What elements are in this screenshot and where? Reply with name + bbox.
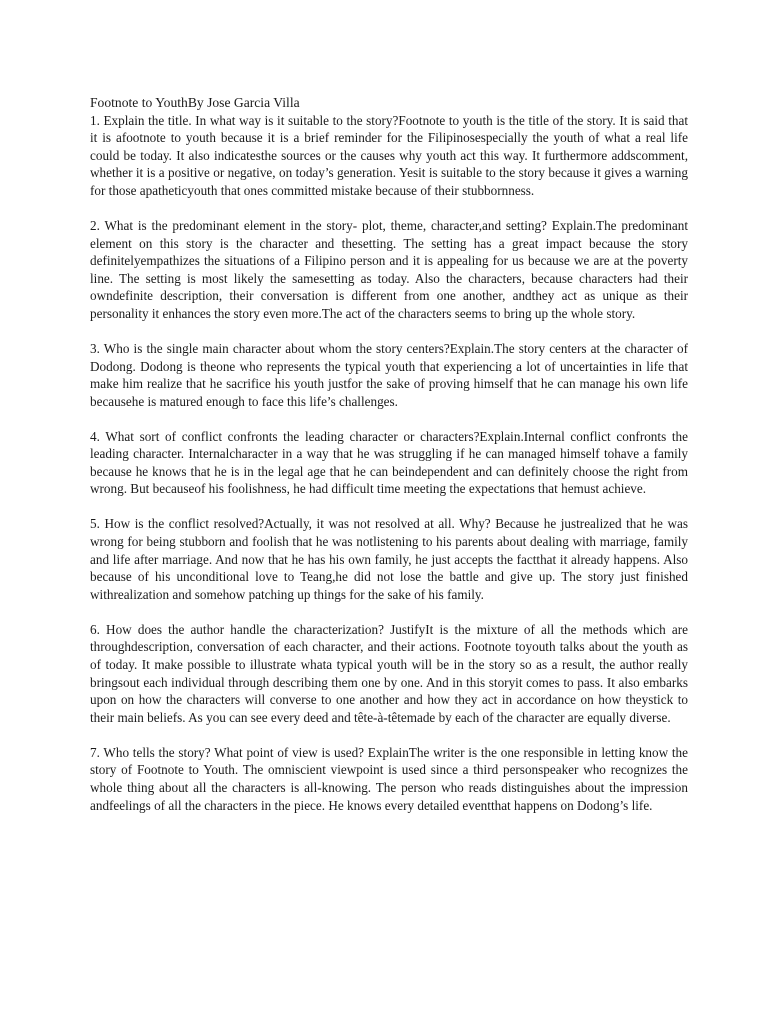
paragraph-question-2: 2. What is the predominant element in the story- plot, theme, character,and setting? Explain.The predominant element on this story is the character and thesetting. The setting has a great impact because the story definitelyempathizes the situations of a Filipino person and it is appealing for us because we are at the poverty line. The setting is most likely the samesetting as today. Also the characters, because characters had their owndefinite description, their conversation is different from one another, andthey act as unique as their personality it enhances the story even more.The act of the characters seems to bring up the whole story.	[90, 217, 688, 321]
paragraph-question-7: 7. Who tells the story? What point of view is used? ExplainThe writer is the one responsible in letting know the story of Footnote to Youth. The omniscient viewpoint is used since a third personspeaker who recognizes the whole thing about all the characters is all-knowing. The person who reads distinguishes about the impression andfeelings of all the characters in the piece. He knows every detailed eventthat happens on Dodong’s life.	[90, 744, 688, 813]
paragraph-question-3: 3. Who is the single main character about whom the story centers?Explain.The story centers at the character of Dodong. Dodong is theone who represents the typical youth that experiencing a lot of uncertainties in life that make him realize that he sacrifice his youth justfor the sake of proving himself that he can manage his own life becausehe is matured enough to face this life’s challenges.	[90, 340, 688, 409]
paragraph-question-4: 4. What sort of conflict confronts the leading character or characters?Explain.Internal conflict confronts the leading character. Internalcharacter in a way that he was struggling if he can managed himself tohave a family because he knows that he is in the legal age that he can beindependent and can definitely choose the right from wrong. But becauseof his foolishness, he had difficult time meeting the expectations that hemust achieve.	[90, 428, 688, 497]
document-title: Footnote to YouthBy Jose Garcia Villa	[90, 95, 300, 110]
document-page	[90, 94, 688, 832]
paragraph-question-5: 5. How is the conflict resolved?Actually, it was not resolved at all. Why? Because he justrealized that he was wrong for being stubborn and foolish that he was notlistening to his parents about dealing with marriage, family and life after marriage. And now that he has his own family, he just accepts the factthat it already happens. Also because of his unconditional love to Teang,he did not lose the battle and give up. The story just finished withrealization and somehow patching up things for the sake of his family.	[90, 516, 688, 602]
paragraph-question-1: 1. Explain the title. In what way is it suitable to the story?Footnote to youth is the title of the story. It is said that it is afootnote to youth because it is a brief reminder for the Filipinosespecially the youth of what a real life could be today. It also indicatesthe sources or the causes why youth act this way. It furthermore addscomment, whether it is a positive or negative, on today’s generation. Yesit is suitable to the story because it gives a warning for those apatheticyouth that ones committed mistake because of their stubbornness.	[90, 112, 688, 198]
paragraph-question-6: 6. How does the author handle the characterization? JustifyIt is the mixture of all the methods which are throughdescription, conversation of each character, and their actions. Footnote toyouth talks about the youth as of today. It make possible to illustrate whata typical youth will be in the story so as a result, the author really bringsout each individual through describing them one by one. And in this storyit comes to pass. It also embarks upon on how the characters will converse to one another and how they act in accordance on how theystick to their main beliefs. As you can see every deed and tête-à-têtemade by each of the character are equally diverse.	[90, 621, 688, 725]
